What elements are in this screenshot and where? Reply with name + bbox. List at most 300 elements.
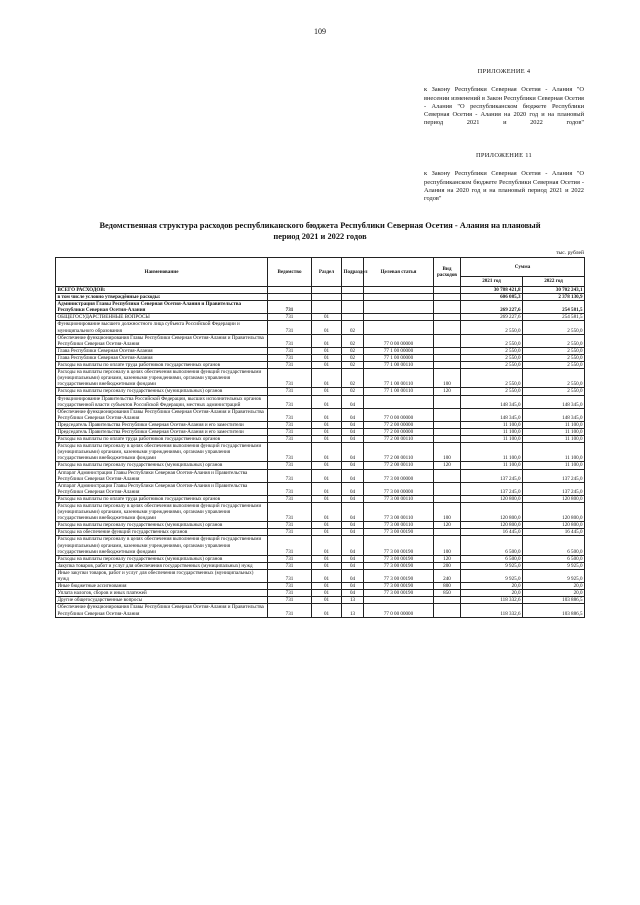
cell-2022: 2 378 130,9 — [523, 294, 585, 301]
col-header-exp-type: Вид расходов — [434, 258, 461, 287]
cell-exp-type — [434, 294, 461, 301]
cell-2021: 120 800,0 — [461, 495, 523, 502]
table-row — [56, 428, 585, 435]
cell-dept: 731 — [268, 529, 312, 536]
cell-subsection — [342, 301, 364, 314]
cell-subsection: 04 — [342, 522, 364, 529]
cell-section: 01 — [312, 354, 342, 361]
cell-section: 01 — [312, 395, 342, 408]
cell-2021: 137 245,0 — [461, 469, 523, 482]
cell-exp-type — [434, 314, 461, 321]
cell-dept — [268, 287, 312, 294]
cell-section: 01 — [312, 436, 342, 443]
cell-2022: 6 500,0 — [523, 555, 585, 562]
cell-section: 01 — [312, 604, 342, 617]
cell-target: 77 3 00 00110 — [364, 495, 434, 502]
cell-section: 01 — [312, 408, 342, 421]
cell-name: Функционирование высшего должностного лица субъекта Российской Федерации и муниципального образования — [56, 321, 268, 334]
cell-subsection: 02 — [342, 362, 364, 369]
table-row — [56, 301, 585, 314]
cell-exp-type: 120 — [434, 462, 461, 469]
table-row — [56, 436, 585, 443]
cell-name: Расходы на выплаты персоналу государственных (муниципальных) органов — [56, 462, 268, 469]
cell-exp-type: 120 — [434, 388, 461, 395]
cell-dept: 731 — [268, 482, 312, 495]
cell-2021: 606 085,3 — [461, 294, 523, 301]
cell-subsection: 04 — [342, 529, 364, 536]
cell-2021: 20,0 — [461, 590, 523, 597]
cell-2022: 11 100,0 — [523, 462, 585, 469]
col-header-target: Целевая статья — [364, 258, 434, 287]
cell-target: 77 2 00 00000 — [364, 428, 434, 435]
table-row — [56, 503, 585, 522]
cell-dept: 731 — [268, 503, 312, 522]
cell-2022: 6 500,0 — [523, 536, 585, 555]
table-row — [56, 569, 585, 582]
cell-section — [312, 301, 342, 314]
cell-2021: 11 100,0 — [461, 443, 523, 462]
cell-2021: 2 550,0 — [461, 362, 523, 369]
cell-section: 01 — [312, 482, 342, 495]
table-row — [56, 334, 585, 347]
cell-2022: 11 100,0 — [523, 421, 585, 428]
cell-exp-type: 240 — [434, 569, 461, 582]
col-header-2021: 2021 год — [461, 277, 523, 287]
cell-target: 77 0 00 00000 — [364, 334, 434, 347]
cell-subsection: 04 — [342, 590, 364, 597]
cell-dept: 731 — [268, 462, 312, 469]
cell-target: 77 2 00 00110 — [364, 436, 434, 443]
cell-name: ОБЩЕГОСУДАРСТВЕННЫЕ ВОПРОСЫ — [56, 314, 268, 321]
cell-dept: 731 — [268, 334, 312, 347]
cell-target: 77 3 00 00110 — [364, 522, 434, 529]
cell-subsection: 04 — [342, 408, 364, 421]
cell-exp-type: 100 — [434, 536, 461, 555]
cell-2021: 11 100,0 — [461, 421, 523, 428]
cell-2022: 30 702 243,1 — [523, 287, 585, 294]
table-row — [56, 555, 585, 562]
cell-dept: 731 — [268, 436, 312, 443]
cell-subsection — [342, 287, 364, 294]
cell-target: 77 3 00 00190 — [364, 590, 434, 597]
cell-exp-type: 200 — [434, 562, 461, 569]
cell-dept — [268, 294, 312, 301]
table-row — [56, 294, 585, 301]
cell-target: 77 0 00 00000 — [364, 604, 434, 617]
cell-name: Иные бюджетные ассигнования — [56, 583, 268, 590]
cell-2022: 2 550,0 — [523, 321, 585, 334]
col-header-sum: Сумма — [461, 258, 585, 277]
cell-2022: 16 445,0 — [523, 529, 585, 536]
appendix-11-block — [424, 152, 584, 212]
col-header-dept: Ведомство — [268, 258, 312, 287]
cell-subsection: 04 — [342, 555, 364, 562]
cell-exp-type — [434, 597, 461, 604]
cell-target: 77 3 00 00190 — [364, 529, 434, 536]
cell-exp-type — [434, 362, 461, 369]
cell-2021: 6 500,0 — [461, 536, 523, 555]
cell-2022: 11 100,0 — [523, 428, 585, 435]
cell-name: Глава Республики Северная Осетия-Алания — [56, 354, 268, 361]
cell-exp-type: 850 — [434, 590, 461, 597]
table-row — [56, 469, 585, 482]
cell-subsection: 02 — [342, 334, 364, 347]
cell-section — [312, 287, 342, 294]
cell-2021: 20,0 — [461, 583, 523, 590]
cell-dept: 731 — [268, 562, 312, 569]
appendix-4-block — [424, 68, 584, 136]
cell-name: Обеспечение функционирования Главы Республики Северная Осетия-Алания и Правительства Республики Северная Осетия-Алания — [56, 408, 268, 421]
cell-2022: 148 345,0 — [523, 408, 585, 421]
cell-2022: 2 550,0 — [523, 362, 585, 369]
cell-2021: 148 345,0 — [461, 408, 523, 421]
cell-section: 01 — [312, 462, 342, 469]
cell-target — [364, 321, 434, 334]
cell-name: Расходы на выплаты персоналу в целях обеспечения выполнения функций государственными (муниципальными) органами, казенными учреждениями, органами управления государственными внебюджетными фондами — [56, 443, 268, 462]
cell-name: Обеспечение функционирования Главы Республики Северная Осетия-Алания и Правительства Республики Северная Осетия-Алания — [56, 334, 268, 347]
col-header-subsection: Подраздел — [342, 258, 364, 287]
cell-target: 77 3 00 00190 — [364, 583, 434, 590]
cell-exp-type: 100 — [434, 503, 461, 522]
cell-target: 77 3 00 00190 — [364, 562, 434, 569]
cell-dept: 731 — [268, 590, 312, 597]
cell-section: 01 — [312, 347, 342, 354]
table-row — [56, 604, 585, 617]
cell-subsection: 04 — [342, 495, 364, 502]
cell-target: 77 1 00 00110 — [364, 362, 434, 369]
cell-target: 77 1 00 00110 — [364, 369, 434, 388]
cell-name: Глава Республики Северная Осетия-Алания — [56, 347, 268, 354]
cell-dept: 731 — [268, 362, 312, 369]
cell-dept: 731 — [268, 597, 312, 604]
cell-target — [364, 395, 434, 408]
cell-2021: 148 345,0 — [461, 395, 523, 408]
cell-2021: 2 550,0 — [461, 354, 523, 361]
cell-target: 77 1 00 00000 — [364, 354, 434, 361]
table-row — [56, 529, 585, 536]
cell-target: 77 0 00 00000 — [364, 408, 434, 421]
cell-2022: 137 245,0 — [523, 482, 585, 495]
cell-name: Расходы на выплаты по оплате труда работников государственных органов — [56, 436, 268, 443]
cell-section: 01 — [312, 428, 342, 435]
col-header-section: Раздел — [312, 258, 342, 287]
cell-section: 01 — [312, 590, 342, 597]
cell-subsection — [342, 314, 364, 321]
cell-name: Закупка товаров, работ и услуг для обеспечения государственных (муниципальных) нужд — [56, 562, 268, 569]
cell-exp-type — [434, 421, 461, 428]
cell-section: 01 — [312, 529, 342, 536]
table-row — [56, 597, 585, 604]
cell-subsection: 04 — [342, 462, 364, 469]
cell-target — [364, 301, 434, 314]
cell-dept: 731 — [268, 555, 312, 562]
cell-2021: 11 100,0 — [461, 462, 523, 469]
cell-2022: 137 245,0 — [523, 469, 585, 482]
cell-subsection: 04 — [342, 569, 364, 582]
cell-2021: 2 550,0 — [461, 321, 523, 334]
cell-exp-type: 100 — [434, 369, 461, 388]
cell-name: Уплата налогов, сборов и иных платежей — [56, 590, 268, 597]
table-row — [56, 408, 585, 421]
cell-2022: 2 550,0 — [523, 388, 585, 395]
appendix-4-heading: ПРИЛОЖЕНИЕ 4 — [477, 68, 531, 75]
cell-section: 01 — [312, 443, 342, 462]
page-number: 109 — [314, 27, 326, 36]
budget-table — [55, 257, 585, 618]
cell-dept: 731 — [268, 428, 312, 435]
cell-name: ВСЕГО РАСХОДОВ: — [56, 287, 268, 294]
cell-subsection — [342, 294, 364, 301]
cell-exp-type — [434, 287, 461, 294]
cell-target: 77 2 00 00000 — [364, 421, 434, 428]
cell-section: 01 — [312, 388, 342, 395]
appendix-4-text: к Закону Республики Северная Осетия - Алания "О внесении изменений в Закон Республики Северная Осетия - Алания "О республиканском бюджете Республики Северная Осетия - Алания на 2020 год и на плановый период 2021 и 2022 годов" — [424, 86, 584, 127]
cell-2021: 2 550,0 — [461, 369, 523, 388]
cell-name: Администрация Главы Республики Северная Осетия-Алания и Правительства Республики Северная Осетия-Алания — [56, 301, 268, 314]
cell-subsection: 02 — [342, 388, 364, 395]
cell-exp-type — [434, 301, 461, 314]
cell-name: Расходы на выплаты персоналу в целях обеспечения выполнения функций государственными (муниципальными) органами, казенными учреждениями, органами управления государственными внебюджетными фондами — [56, 536, 268, 555]
cell-section: 01 — [312, 421, 342, 428]
cell-target: 77 3 00 00190 — [364, 569, 434, 582]
appendix-11-heading: ПРИЛОЖЕНИЕ 11 — [476, 152, 532, 159]
cell-2022: 254 581,5 — [523, 301, 585, 314]
cell-name: Расходы на выплаты персоналу в целях обеспечения выполнения функций государственными (муниципальными) органами, казенными учреждениями, органами управления государственными внебюджетными фондами — [56, 369, 268, 388]
cell-2021: 269 227,6 — [461, 301, 523, 314]
cell-target: 77 3 00 00110 — [364, 503, 434, 522]
cell-dept: 731 — [268, 469, 312, 482]
cell-name: Функционирование Правительства Российской Федерации, высших исполнительных органов государственной власти субъектов Российской Федерации, местных администраций — [56, 395, 268, 408]
cell-target: 77 3 00 00000 — [364, 482, 434, 495]
cell-dept: 731 — [268, 495, 312, 502]
cell-subsection: 02 — [342, 321, 364, 334]
cell-2021: 9 925,0 — [461, 569, 523, 582]
table-row — [56, 583, 585, 590]
cell-subsection: 04 — [342, 562, 364, 569]
cell-exp-type — [434, 482, 461, 495]
cell-exp-type — [434, 354, 461, 361]
cell-2021: 118 332,6 — [461, 604, 523, 617]
table-row — [56, 287, 585, 294]
cell-target: 77 1 00 00000 — [364, 347, 434, 354]
cell-section: 01 — [312, 369, 342, 388]
cell-dept: 731 — [268, 443, 312, 462]
cell-exp-type — [434, 469, 461, 482]
cell-exp-type — [434, 408, 461, 421]
table-row — [56, 314, 585, 321]
cell-subsection: 02 — [342, 347, 364, 354]
cell-dept: 731 — [268, 569, 312, 582]
col-header-name: Наименование — [56, 258, 268, 287]
cell-target — [364, 314, 434, 321]
table-row — [56, 443, 585, 462]
table-row — [56, 362, 585, 369]
cell-subsection: 04 — [342, 583, 364, 590]
cell-2021: 9 925,0 — [461, 562, 523, 569]
cell-exp-type: 800 — [434, 583, 461, 590]
cell-exp-type: 100 — [434, 443, 461, 462]
cell-dept: 731 — [268, 347, 312, 354]
table-row — [56, 495, 585, 502]
table-row — [56, 369, 585, 388]
cell-2022: 254 581,5 — [523, 314, 585, 321]
cell-exp-type — [434, 395, 461, 408]
cell-section: 01 — [312, 597, 342, 604]
table-row — [56, 395, 585, 408]
cell-name: Аппарат Администрации Главы Республики Северная Осетия-Алания и Правительства Республики Северная Осетия-Алания — [56, 482, 268, 495]
cell-subsection: 04 — [342, 503, 364, 522]
table-row — [56, 321, 585, 334]
cell-subsection: 02 — [342, 354, 364, 361]
cell-name: Другие общегосударственные вопросы — [56, 597, 268, 604]
cell-2021: 120 800,0 — [461, 503, 523, 522]
cell-2021: 137 245,0 — [461, 482, 523, 495]
table-row — [56, 462, 585, 469]
cell-name: Председатель Правительства Республики Северная Осетия-Алания и его заместители — [56, 421, 268, 428]
cell-name: Иные закупки товаров, работ и услуг для обеспечения государственных (муниципальных) нужд — [56, 569, 268, 582]
cell-subsection: 04 — [342, 469, 364, 482]
cell-subsection: 04 — [342, 436, 364, 443]
table-row — [56, 421, 585, 428]
cell-2021: 6 500,0 — [461, 555, 523, 562]
cell-subsection: 04 — [342, 421, 364, 428]
cell-2021: 16 445,0 — [461, 529, 523, 536]
cell-dept: 731 — [268, 395, 312, 408]
cell-2021: 11 100,0 — [461, 436, 523, 443]
cell-target: 77 3 00 00000 — [364, 469, 434, 482]
cell-section: 01 — [312, 555, 342, 562]
cell-exp-type — [434, 529, 461, 536]
cell-section: 01 — [312, 362, 342, 369]
cell-dept: 731 — [268, 369, 312, 388]
cell-exp-type — [434, 347, 461, 354]
table-body — [56, 287, 585, 618]
cell-name: Расходы на обеспечение функций государственных органов — [56, 529, 268, 536]
cell-dept: 731 — [268, 536, 312, 555]
cell-section: 01 — [312, 536, 342, 555]
cell-subsection: 02 — [342, 369, 364, 388]
cell-2021: 2 550,0 — [461, 334, 523, 347]
cell-target: 77 2 00 00110 — [364, 443, 434, 462]
cell-target — [364, 294, 434, 301]
cell-name: Расходы на выплаты по оплате труда работников государственных органов — [56, 495, 268, 502]
table-row — [56, 522, 585, 529]
cell-section: 01 — [312, 495, 342, 502]
cell-dept: 731 — [268, 522, 312, 529]
cell-name: Расходы на выплаты по оплате труда работников государственных органов — [56, 362, 268, 369]
cell-name: Расходы на выплаты персоналу государственных (муниципальных) органов — [56, 388, 268, 395]
cell-section: 01 — [312, 321, 342, 334]
cell-2022: 120 800,0 — [523, 522, 585, 529]
cell-name: Расходы на выплаты персоналу в целях обеспечения выполнения функций государственными (муниципальными) органами, казенными учреждениями, органами управления государственными внебюджетными фондами — [56, 503, 268, 522]
table-row — [56, 388, 585, 395]
cell-2021: 118 332,6 — [461, 597, 523, 604]
appendix-11-text: к Закону Республики Северная Осетия - Алания "О республиканском бюджете Республики Северная Осетия - Алания на 2020 год и на плановый период 2021 и 2022 годов" — [424, 170, 584, 203]
cell-2022: 9 925,0 — [523, 562, 585, 569]
cell-section: 01 — [312, 562, 342, 569]
cell-subsection: 04 — [342, 536, 364, 555]
cell-exp-type: 120 — [434, 555, 461, 562]
table-row — [56, 562, 585, 569]
cell-2022: 120 800,0 — [523, 503, 585, 522]
cell-subsection: 13 — [342, 604, 364, 617]
cell-target — [364, 287, 434, 294]
cell-2021: 269 227,6 — [461, 314, 523, 321]
cell-target: 77 3 00 00190 — [364, 555, 434, 562]
cell-section: 01 — [312, 334, 342, 347]
cell-section: 01 — [312, 569, 342, 582]
cell-section: 01 — [312, 469, 342, 482]
table-row — [56, 590, 585, 597]
cell-exp-type — [434, 436, 461, 443]
cell-2022: 11 100,0 — [523, 443, 585, 462]
cell-subsection: 13 — [342, 597, 364, 604]
cell-name: Обеспечение функционирования Главы Республики Северная Осетия-Алания и Правительства Республики Северная Осетия-Алания — [56, 604, 268, 617]
cell-2021: 120 800,0 — [461, 522, 523, 529]
cell-2022: 20,0 — [523, 590, 585, 597]
cell-section: 01 — [312, 583, 342, 590]
cell-name: Председатель Правительства Республики Северная Осетия-Алания и его заместители — [56, 428, 268, 435]
cell-2022: 103 886,5 — [523, 597, 585, 604]
cell-name: в том числе условно утверждённые расходы: — [56, 294, 268, 301]
cell-section: 01 — [312, 522, 342, 529]
cell-2021: 2 550,0 — [461, 388, 523, 395]
cell-dept: 731 — [268, 604, 312, 617]
cell-2022: 148 345,0 — [523, 395, 585, 408]
table-row — [56, 347, 585, 354]
cell-target — [364, 597, 434, 604]
table-row — [56, 354, 585, 361]
cell-exp-type — [434, 604, 461, 617]
cell-2022: 103 886,5 — [523, 604, 585, 617]
cell-2022: 2 550,0 — [523, 354, 585, 361]
cell-name: Расходы на выплаты персоналу государственных (муниципальных) органов — [56, 555, 268, 562]
table-row — [56, 482, 585, 495]
cell-section: 01 — [312, 314, 342, 321]
cell-exp-type — [434, 428, 461, 435]
cell-dept: 731 — [268, 354, 312, 361]
cell-target: 77 2 00 00110 — [364, 462, 434, 469]
cell-name: Расходы на выплаты персоналу государственных (муниципальных) органов — [56, 522, 268, 529]
cell-2022: 9 925,0 — [523, 569, 585, 582]
document-title: Ведомственная структура расходов республиканского бюджета Республики Северная Осетия - Алания на плановый период 2021 и 2022 годов — [99, 221, 541, 241]
cell-exp-type — [434, 321, 461, 334]
cell-section: 01 — [312, 503, 342, 522]
units-label: тыс. рублей — [556, 250, 584, 256]
cell-2022: 2 550,0 — [523, 369, 585, 388]
cell-dept: 731 — [268, 314, 312, 321]
cell-2022: 2 550,0 — [523, 334, 585, 347]
cell-subsection: 04 — [342, 428, 364, 435]
cell-subsection: 04 — [342, 482, 364, 495]
table-row — [56, 536, 585, 555]
col-header-2022: 2022 год — [523, 277, 585, 287]
cell-exp-type — [434, 495, 461, 502]
cell-2022: 120 800,0 — [523, 495, 585, 502]
cell-dept: 731 — [268, 388, 312, 395]
cell-exp-type — [434, 334, 461, 347]
cell-section — [312, 294, 342, 301]
cell-target: 77 3 00 00190 — [364, 536, 434, 555]
cell-dept: 731 — [268, 301, 312, 314]
cell-subsection: 04 — [342, 443, 364, 462]
cell-2021: 11 100,0 — [461, 428, 523, 435]
cell-dept: 731 — [268, 408, 312, 421]
cell-2022: 2 550,0 — [523, 347, 585, 354]
cell-2022: 20,0 — [523, 583, 585, 590]
cell-dept: 731 — [268, 321, 312, 334]
cell-subsection: 04 — [342, 395, 364, 408]
